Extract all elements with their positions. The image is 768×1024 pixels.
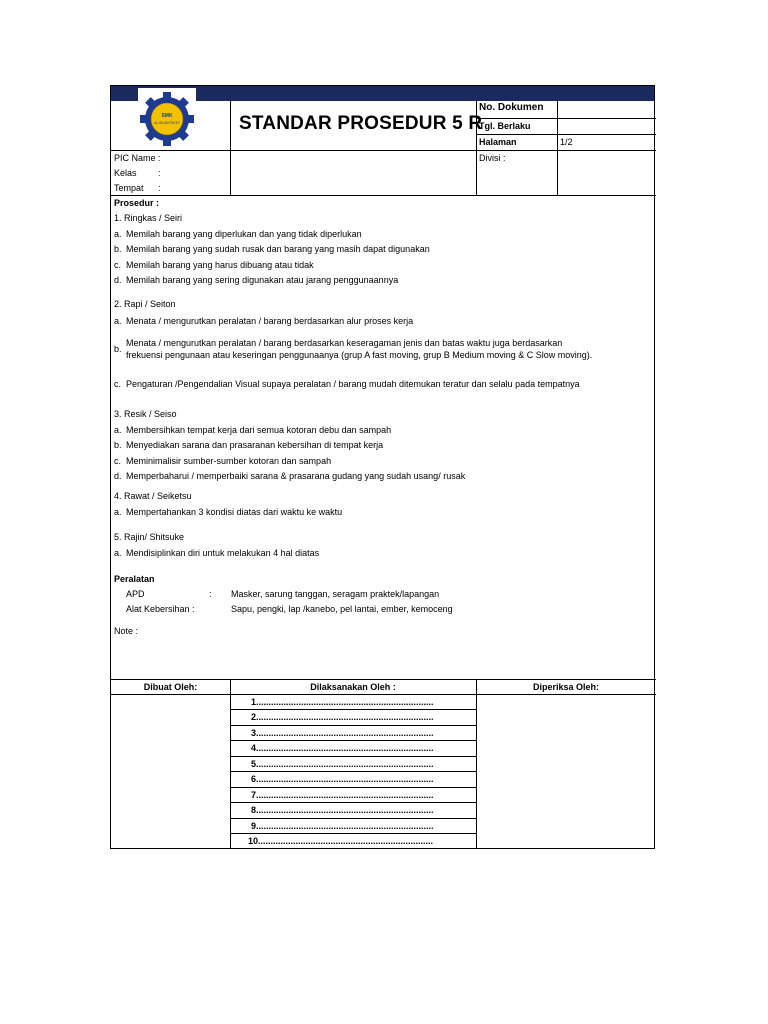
item-text: Memilah barang yang sudah rusak dan barang yang masih dapat digunakan [126, 244, 430, 254]
equipment-label: APD [126, 589, 145, 599]
signature-line[interactable]: 9....................................................................... [251, 821, 434, 831]
item-text: Membersihkan tempat kerja dari semua kotoran debu dan sampah [126, 425, 392, 435]
item-text: Mempertahankan 3 kondisi diatas dari waktu ke waktu [126, 507, 343, 517]
item-letter: b. [114, 244, 122, 254]
item-letter: a. [114, 229, 122, 239]
note-label: Note : [114, 626, 139, 636]
item-letter: b. [114, 344, 122, 354]
item-text: Menata / mengurutkan peralatan / barang berdasarkan keseragaman jenis dan batas waktu juga berdasarkan [126, 338, 563, 348]
equipment-colon: : [209, 589, 212, 599]
signature-line[interactable]: 1....................................................................... [251, 697, 434, 707]
document-title: STANDAR PROSEDUR 5 R [239, 113, 483, 134]
item-letter: b. [114, 440, 122, 450]
item-letter: a. [114, 548, 122, 558]
section-title: 4. Rawat / Seiketsu [114, 491, 192, 501]
signature-line[interactable]: 7....................................................................... [251, 790, 434, 800]
procedure-document [110, 85, 655, 849]
signature-line[interactable]: 6....................................................................... [251, 774, 434, 784]
signature-line[interactable]: 5....................................................................... [251, 759, 434, 769]
item-letter: c. [114, 260, 122, 270]
procedure-heading: Prosedur : [114, 198, 160, 208]
item-letter: a. [114, 507, 122, 517]
svg-text:AL-ISLAM PACET: AL-ISLAM PACET [154, 121, 180, 125]
svg-text:SMK: SMK [161, 113, 173, 119]
class-label: Kelas [114, 168, 137, 178]
item-letter: c. [114, 456, 122, 466]
section-title: 5. Rajin/ Shitsuke [114, 532, 185, 542]
class-colon: : [158, 168, 161, 178]
item-text: Menata / mengurutkan peralatan / barang berdasarkan alur proses kerja [126, 316, 414, 326]
section-title: 3. Resik / Seiso [114, 409, 177, 419]
checked-by-header: Diperiksa Oleh: [532, 682, 600, 692]
item-text: Memilah barang yang diperlukan dan yang tidak diperlukan [126, 229, 362, 239]
place-label: Tempat [114, 183, 144, 193]
item-text: Memperbaharui / memperbaiki sarana & prasarana gudang yang sudah usang/ rusak [126, 471, 466, 481]
item-letter: d. [114, 275, 122, 285]
equipment-value: Sapu, pengki, lap /kanebo, pel lantai, ember, kemoceng [231, 604, 453, 614]
item-text: Mendisiplinkan diri untuk melakukan 4 hal diatas [126, 548, 320, 558]
item-letter: a. [114, 425, 122, 435]
made-by-header: Dibuat Oleh: [143, 682, 198, 692]
signature-line[interactable]: 3....................................................................... [251, 728, 434, 738]
signature-line[interactable]: 8....................................................................... [251, 805, 434, 815]
item-text: Menyediakan sarana dan prasaranan kebersihan di tempat kerja [126, 440, 384, 450]
equipment-value: Masker, sarung tanggan, seragam praktek/lapangan [231, 589, 440, 599]
equipment-label: Alat Kebersihan : [126, 604, 195, 614]
item-text: Meminimalisir sumber-sumber kotoran dan sampah [126, 456, 332, 466]
signature-line[interactable]: 2....................................................................... [251, 712, 434, 722]
section-title: 2. Rapi / Seiton [114, 299, 176, 309]
place-colon: : [158, 183, 161, 193]
item-letter: a. [114, 316, 122, 326]
signature-line[interactable]: 10...................................................................... [248, 836, 434, 846]
doc-number-label: No. Dokumen [479, 102, 544, 113]
executed-by-header: Dilaksanakan Oleh : [310, 682, 396, 692]
section-title: 1. Ringkas / Seiri [114, 213, 183, 223]
item-text: Pengaturan /Pengendalian Visual supaya peralatan / barang mudah ditemukan teratur dan selalu pada tempatnya [126, 379, 580, 389]
page-label: Halaman [479, 137, 517, 147]
item-text-continued: frekuensi pengunaan atau keseringan penggunaanya (grup A fast moving, grup B Medium moving & C Slow moving). [126, 350, 593, 360]
pic-name-label: PIC Name : [114, 153, 161, 163]
signature-line[interactable]: 4....................................................................... [251, 743, 434, 753]
page-value: 1/2 [560, 137, 573, 147]
school-logo [138, 88, 196, 148]
item-letter: d. [114, 471, 122, 481]
gear-seal-icon [138, 88, 196, 148]
equipment-heading: Peralatan [114, 574, 155, 584]
item-text: Memilah barang yang harus dibuang atau tidak [126, 260, 314, 270]
item-text: Memilah barang yang sering digunakan atau jarang penggunaannya [126, 275, 399, 285]
division-label: Divisi : [479, 153, 506, 163]
valid-date-label: Tgl. Berlaku [479, 121, 531, 131]
item-letter: c. [114, 379, 122, 389]
